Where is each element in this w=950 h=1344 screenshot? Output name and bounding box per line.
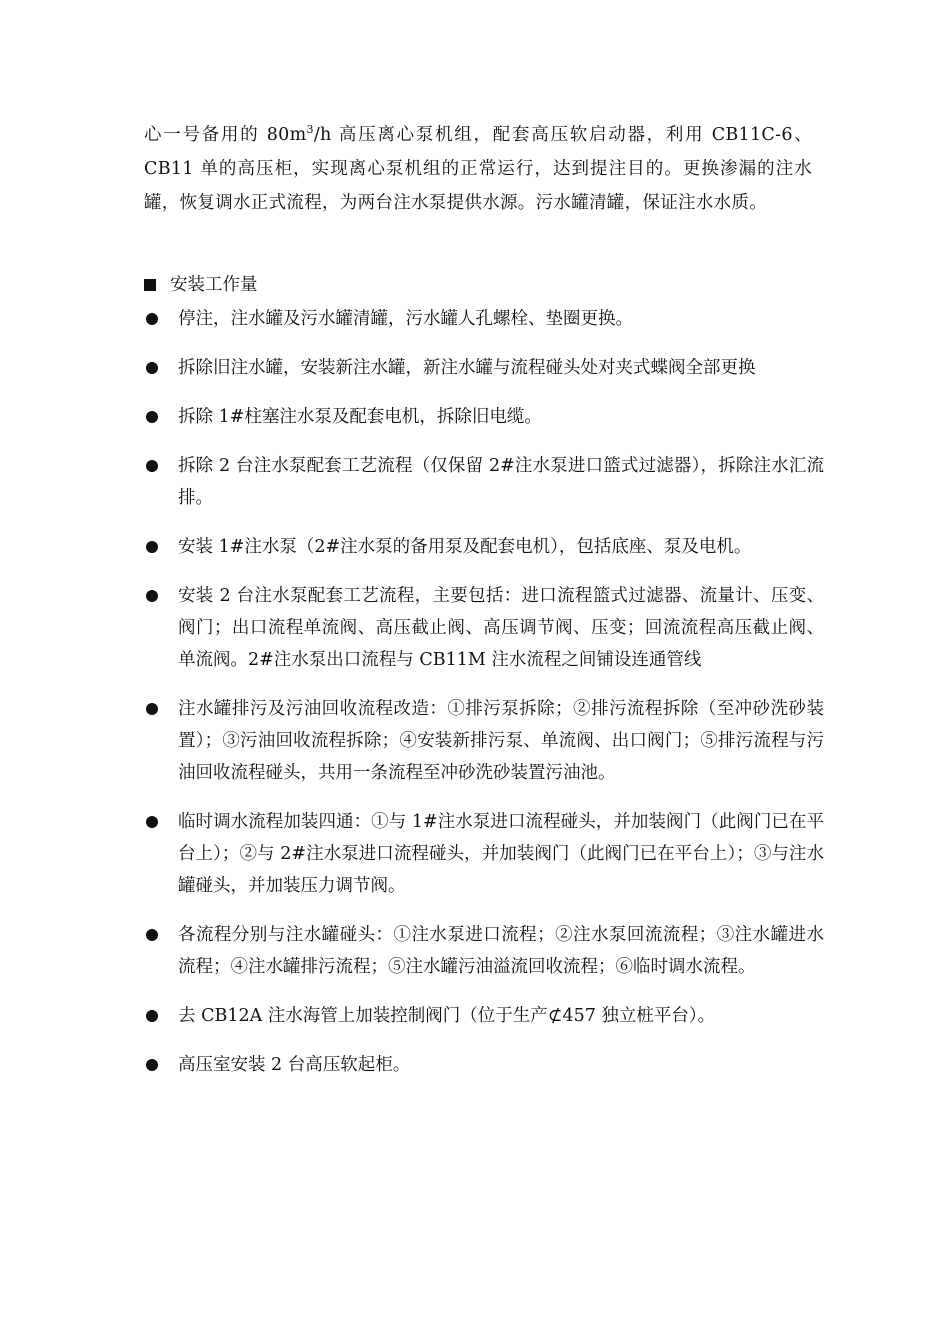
list-item-text: 安装 2 台注水泵配套工艺流程，主要包括：进口流程篮式过滤器、流量计、压变、阀门；出口流程单流阀、高压截止阀、高压调节阀、压变；回流流程高压截止阀、单流阀。2#注水泵出口流程与 CB11M 注水流程之间铺设连通管线 bbox=[178, 586, 824, 670]
bullet-dot-icon bbox=[146, 590, 158, 602]
list-item-text: 拆除 1#柱塞注水泵及配套电机，拆除旧电缆。 bbox=[178, 407, 542, 427]
bullet-dot-icon bbox=[146, 1059, 158, 1071]
bullet-dot-icon bbox=[146, 541, 158, 553]
list-item bbox=[144, 1000, 824, 1032]
list-item-text: 安装 1#注水泵（2#注水泵的备用泵及配套电机），包括底座、泵及电机。 bbox=[178, 537, 752, 557]
list-item bbox=[144, 401, 824, 433]
bullet-dot-icon bbox=[146, 460, 158, 472]
list-item-text: 注水罐排污及污油回收流程改造：①排污泵拆除；②排污流程拆除（至冲砂洗砂装置）；③污油回收流程拆除；④安装新排污泵、单流阀、出口阀门；⑤排污流程与污油回收流程碰头，共用一条流程至冲砂洗砂装置污油池。 bbox=[178, 699, 824, 783]
intro-superscript: 3 bbox=[306, 123, 314, 137]
list-item bbox=[144, 693, 824, 789]
bullet-dot-icon bbox=[146, 313, 158, 325]
intro-paragraph bbox=[144, 118, 812, 220]
bullet-dot-icon bbox=[146, 362, 158, 374]
list-item bbox=[144, 531, 824, 563]
list-item-text: 拆除 2 台注水泵配套工艺流程（仅保留 2#注水泵进口篮式过滤器），拆除注水汇流排。 bbox=[178, 456, 824, 508]
bullet-dot-icon bbox=[146, 929, 158, 941]
list-item bbox=[144, 806, 824, 902]
bullet-dot-icon bbox=[146, 1010, 158, 1022]
work-item-list bbox=[144, 303, 824, 1098]
list-item-text: 拆除旧注水罐，安装新注水罐，新注水罐与流程碰头处对夹式蝶阀全部更换 bbox=[178, 358, 756, 378]
section-title: 安装工作量 bbox=[170, 275, 258, 295]
list-item-text: 高压室安装 2 台高压软起柜。 bbox=[178, 1055, 411, 1075]
list-item-text: 临时调水流程加装四通：①与 1#注水泵进口流程碰头，并加装阀门（此阀门已在平台上）；②与 2#注水泵进口流程碰头，并加装阀门（此阀门已在平台上）；③与注水罐碰头，并加装压力调节阀。 bbox=[178, 812, 824, 896]
list-item-text: 停注，注水罐及污水罐清罐，污水罐人孔螺栓、垫圈更换。 bbox=[178, 309, 633, 329]
list-item-text: 去 CB12A 注水海管上加装控制阀门（位于生产⊄457 独立桩平台）。 bbox=[178, 1006, 716, 1026]
bullet-dot-icon bbox=[146, 816, 158, 828]
list-item bbox=[144, 1049, 824, 1081]
list-item bbox=[144, 919, 824, 983]
square-bullet-icon bbox=[144, 279, 156, 291]
bullet-dot-icon bbox=[146, 703, 158, 715]
intro-text-part2: /h 高压离心泵机组，配套高压软启动器，利用 CB11C-6、CB11 单的高压柜，实现离心泵机组的正常运行，达到提注目的。更换渗漏的注水罐，恢复调水正式流程，为两台注水泵提供水源。污水罐清罐，保证注水水质。 bbox=[144, 125, 812, 213]
list-item bbox=[144, 303, 824, 335]
section-heading bbox=[144, 270, 258, 300]
bullet-dot-icon bbox=[146, 411, 158, 423]
list-item bbox=[144, 580, 824, 676]
intro-text-part1: 心一号备用的 80m bbox=[144, 125, 307, 145]
list-item bbox=[144, 450, 824, 514]
list-item-text: 各流程分别与注水罐碰头：①注水泵进口流程；②注水泵回流流程；③注水罐进水流程；④注水罐排污流程；⑤注水罐污油溢流回收流程；⑥临时调水流程。 bbox=[178, 925, 824, 977]
list-item bbox=[144, 352, 824, 384]
